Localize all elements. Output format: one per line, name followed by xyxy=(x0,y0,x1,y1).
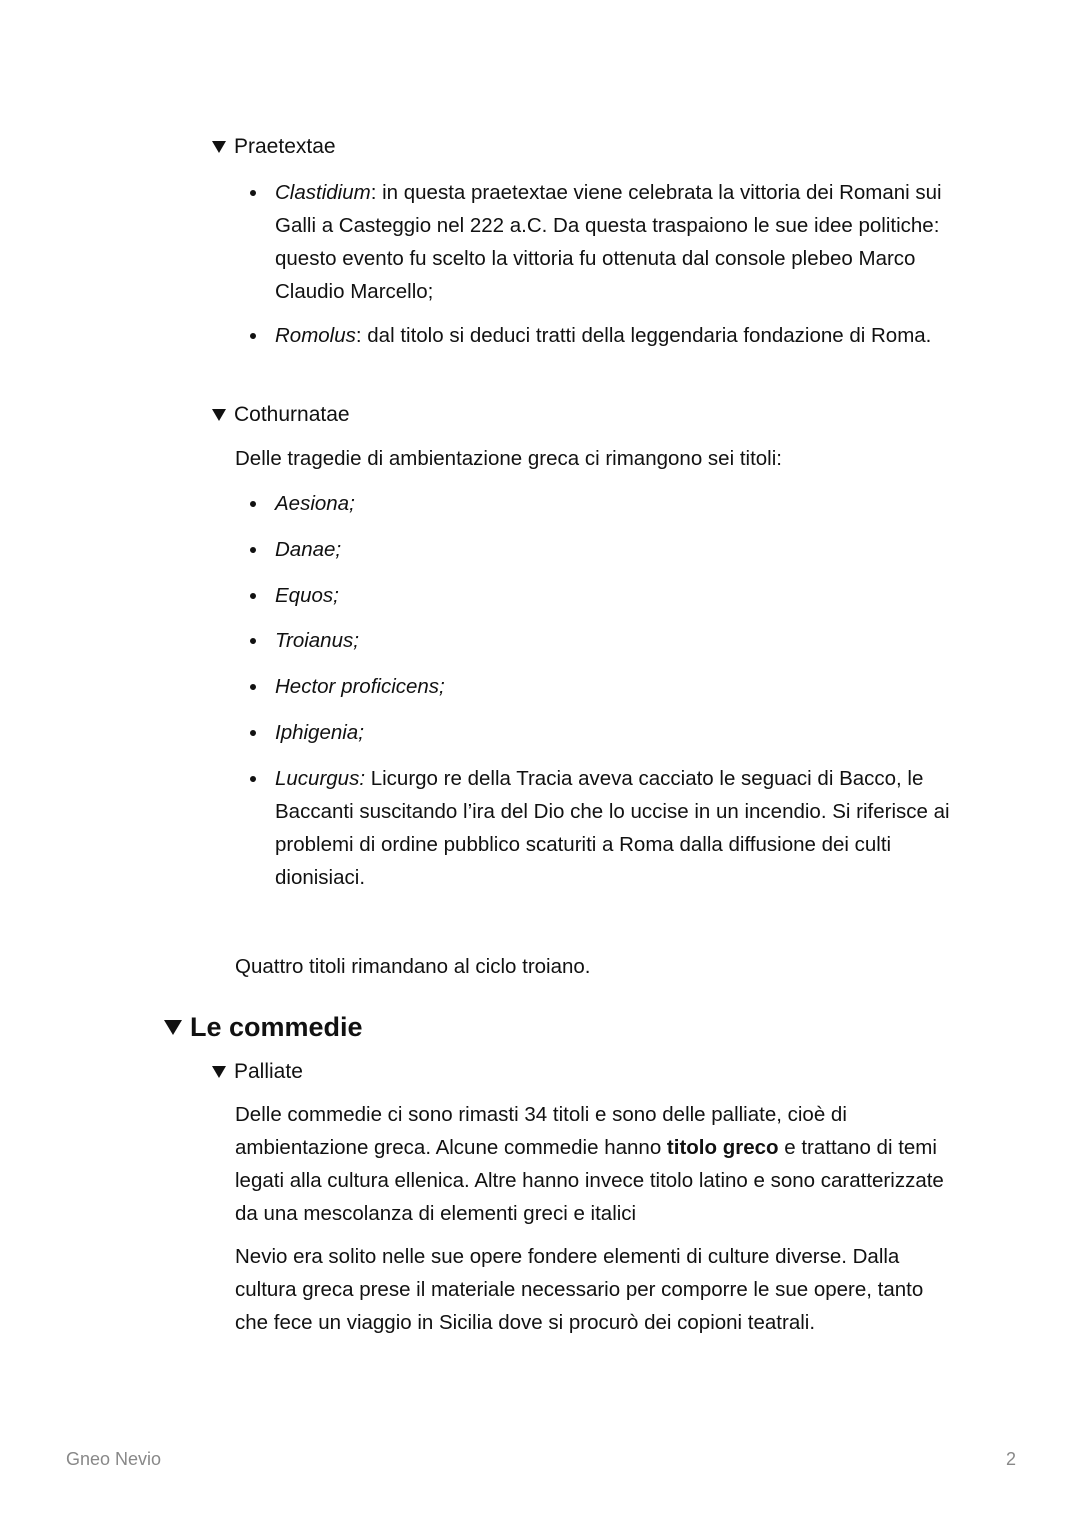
bullet-icon xyxy=(250,593,256,599)
list-item xyxy=(240,762,955,894)
list-item xyxy=(240,579,955,612)
triangle-down-icon[interactable] xyxy=(164,1020,182,1035)
footer-page-number: 2 xyxy=(1005,1449,1016,1469)
bullet-icon xyxy=(250,190,256,196)
toggle-label: Cothurnatae xyxy=(234,403,350,426)
item-text: : dal titolo si deduci tratti della leggendaria fondazione di Roma. xyxy=(355,324,932,347)
toggle-cothurnatae[interactable] xyxy=(212,402,350,428)
list-item xyxy=(240,319,955,352)
bullet-icon xyxy=(250,638,256,644)
toggle-le-commedie[interactable] xyxy=(164,1010,363,1044)
toggle-label: Palliate xyxy=(234,1060,303,1083)
toggle-palliate[interactable] xyxy=(212,1059,303,1085)
cothurnatae-title-4 xyxy=(240,624,955,657)
bullet-icon xyxy=(250,547,256,553)
list-item xyxy=(240,670,955,703)
list-item xyxy=(240,533,955,566)
footer-doc-title: Gneo Nevio xyxy=(66,1449,162,1469)
list-item xyxy=(240,716,955,749)
cothurnatae-title-2 xyxy=(240,533,955,566)
item-title: Iphigenia; xyxy=(275,721,364,744)
cothurnatae-title-6 xyxy=(240,716,955,749)
item-title: Troianus; xyxy=(275,629,359,652)
item-title: Aesiona; xyxy=(275,492,355,515)
toggle-praetextae[interactable] xyxy=(212,134,336,160)
list-item xyxy=(240,176,955,308)
palliate-paragraph-1 xyxy=(235,1098,955,1230)
bullet-icon xyxy=(250,684,256,690)
item-title: Clastidium xyxy=(275,181,371,204)
bullet-icon xyxy=(250,776,256,782)
palliate-paragraph-2: Nevio era solito nelle sue opere fondere elementi di culture diverse. Dalla cultura greca prese il materiale necessario per comporre le sue opere, tanto che fece un viaggio in Sicilia dove si procurò dei copioni teatrali. xyxy=(235,1245,924,1334)
bullet-icon xyxy=(250,730,256,736)
praetextae-list xyxy=(240,176,955,308)
cothurnatae-closing: Quattro titoli rimandano al ciclo troiano. xyxy=(235,955,591,978)
item-title: Lucurgus: xyxy=(275,767,366,790)
praetextae-list-2 xyxy=(240,319,955,352)
item-title: Danae; xyxy=(275,538,342,561)
cothurnatae-title-3 xyxy=(240,579,955,612)
list-item xyxy=(240,487,955,520)
cothurnatae-title-1 xyxy=(240,487,955,520)
paragraph-text: e trattano di temi legati alla cultura ellenica. Altre hanno invece titolo latino e sono caratterizzate da una mescolanza di elementi greci e italici xyxy=(235,1136,944,1225)
item-title: Equos; xyxy=(275,584,339,607)
cothurnatae-intro: Delle tragedie di ambientazione greca ci rimangono sei titoli: xyxy=(235,447,782,470)
item-title: Romolus xyxy=(275,324,356,347)
section-heading: Le commedie xyxy=(190,1012,363,1042)
cothurnatae-title-5 xyxy=(240,670,955,703)
bullet-icon xyxy=(250,501,256,507)
triangle-down-icon[interactable] xyxy=(212,1066,226,1078)
item-text: Licurgo re della Tracia aveva cacciato le seguaci di Bacco, le Baccanti suscitando l’ira del Dio che lo uccise in un incendio. Si riferisce ai problemi di ordine pubblico scaturiti a Roma dalla diffusione dei culti dionisiaci. xyxy=(275,767,950,889)
bold-text: titolo greco xyxy=(666,1136,779,1159)
item-text: : in questa praetextae viene celebrata la vittoria dei Romani sui Galli a Casteggio nel 222 a.C. Da questa traspaiono le sue idee politiche: questo evento fu scelto la vittoria fu ottenuta dal console plebeo Marco Claudio Marcello; xyxy=(275,181,942,303)
triangle-down-icon[interactable] xyxy=(212,409,226,421)
toggle-label: Praetextae xyxy=(234,135,336,158)
list-item xyxy=(240,624,955,657)
bullet-icon xyxy=(250,333,256,339)
item-title: Hector proficicens; xyxy=(275,675,445,698)
triangle-down-icon[interactable] xyxy=(212,141,226,153)
paragraph-text: Delle commedie ci sono rimasti 34 titoli e sono delle palliate, cioè di ambientazione greca. Alcune commedie hanno xyxy=(235,1103,847,1159)
cothurnatae-lucurgus xyxy=(240,762,955,894)
